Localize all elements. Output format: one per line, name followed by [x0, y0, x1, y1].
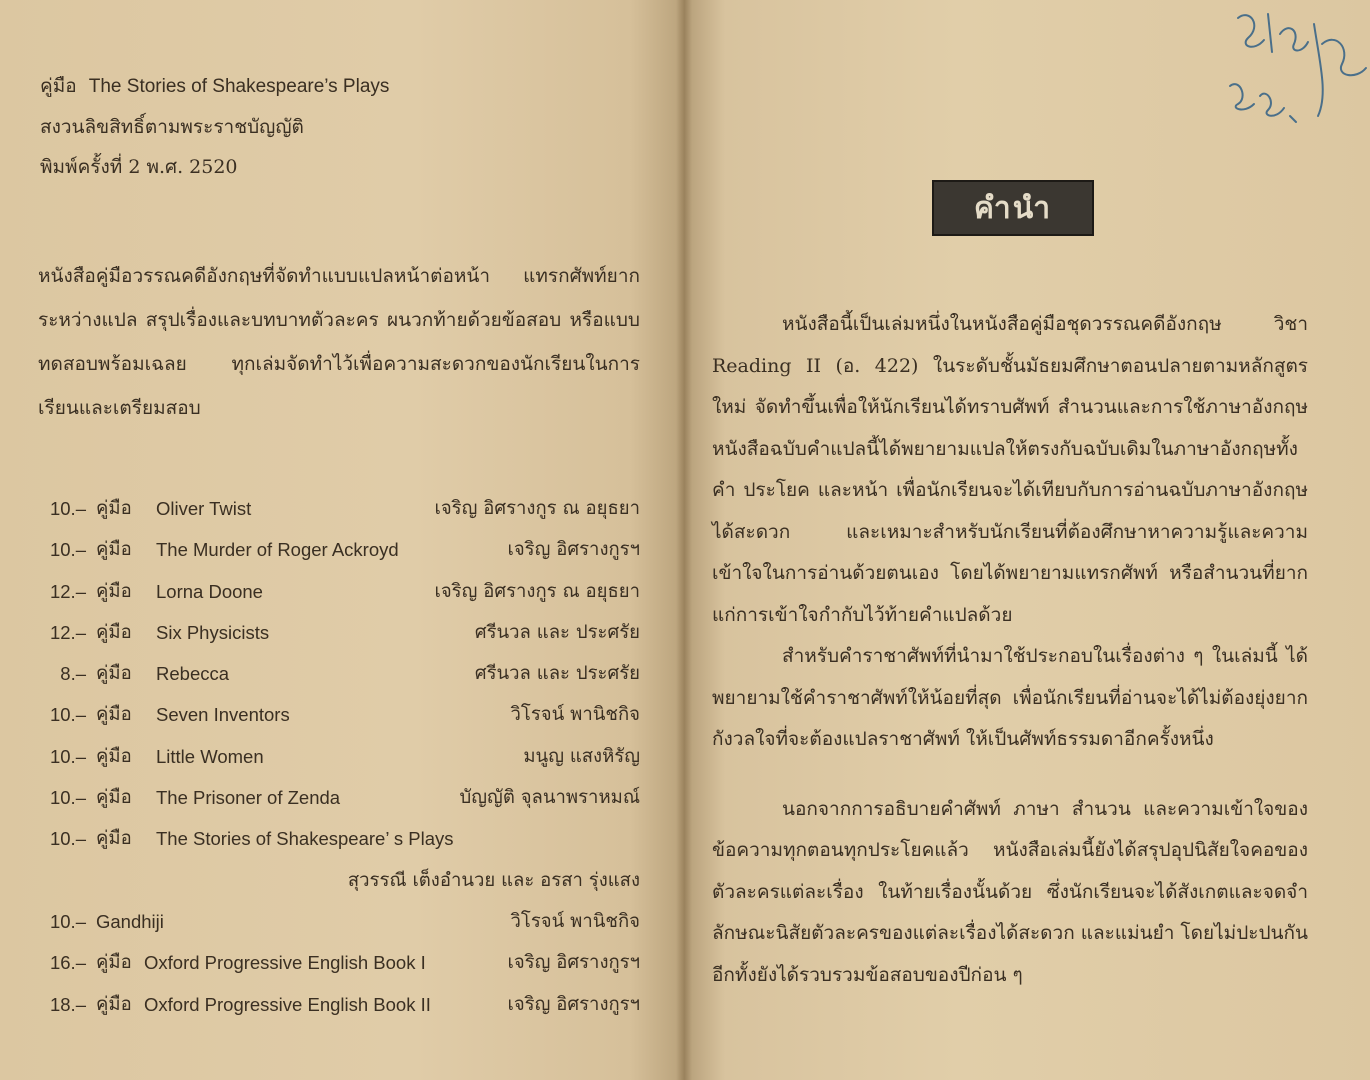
book-author: มนูญ แสงหิรัญ [523, 745, 640, 767]
book-title: Oliver Twist [156, 498, 252, 519]
imprint-title: The Stories of Shakespeare’s Plays [88, 76, 390, 97]
book-author: ศรีนวล และ ประศรัย [474, 663, 640, 685]
book-row [34, 694, 640, 735]
book-title: The Prisoner of Zenda [156, 787, 341, 809]
imprint-title-line [40, 66, 389, 107]
book-price: 12.– [49, 621, 86, 643]
book-tag: คู่มือ [96, 580, 132, 602]
book-author: เจริญ อิศรางกูรฯ [507, 952, 640, 974]
book-title: Seven Inventors [156, 704, 290, 726]
book-title: Gandhiji [96, 910, 164, 932]
book-row [34, 818, 640, 859]
left-page [0, 0, 684, 1080]
book-row [34, 901, 640, 942]
book-tag: คู่มือ [96, 663, 132, 685]
edition-line: พิมพ์ครั้งที่ 2 พ.ศ. 2520 [40, 156, 238, 178]
book-price: 8.– [60, 663, 86, 685]
book-row [34, 653, 640, 694]
book-row [34, 736, 640, 777]
book-price: 10.– [49, 745, 86, 767]
book-price: 10.– [49, 787, 86, 809]
book-price: 10.– [49, 498, 86, 519]
book-tag: คู่มือ [96, 539, 132, 561]
book-tag: คู่มือ [96, 498, 132, 519]
series-intro: หนังสือคู่มือวรรณคดีอังกฤษที่จัดทำแบบแปลหน้าต่อหน้า แทรกศัพท์ยากระหว่างแปล สรุปเรื่องและบทบาทตัวละคร ผนวกท้ายด้วยข้อสอบ หรือแบบทดสอบพร้อมเฉลย ทุกเล่มจัดทำไว้เพื่อความสะดวกของนักเรียนในการเรียนและเตรียมสอบ [38, 265, 640, 419]
book-title: Rebecca [156, 663, 230, 685]
book-row [34, 777, 640, 818]
book-author: ศรีนวล และ ประศรัย [474, 621, 640, 643]
book-tag: คู่มือ [96, 787, 132, 809]
book-title: Oxford Progressive English Book I [144, 952, 426, 974]
book-author: วิโรจน์ พานิชกิจ [510, 704, 640, 726]
book-price: 10.– [49, 828, 86, 850]
book-author: เจริญ อิศรางกูรฯ [507, 539, 640, 561]
preface-paragraph: นอกจากการอธิบายคำศัพท์ ภาษา สำนวน และความเข้าใจของข้อความทุกตอนทุกประโยคแล้ว หนังสือเล่มนี้ยังได้สรุปอุปนิสัยใจคอของตัวละครแต่ละเรื่อง ในท้ายเรื่องนั้นด้วย ซึ่งนักเรียนจะได้สังเกตและจดจำลักษณะนิสัยตัวละครของแต่ละเรื่องได้สะดวก และแม่นยำ โดยไม่ปะปนกัน อีกทั้งยังได้รวบรวมข้อสอบของปีก่อน ๆ [712, 797, 1308, 986]
book-row [34, 942, 640, 983]
book-price: 10.– [49, 539, 86, 561]
book-title: Oxford Progressive English Book II [144, 993, 431, 1015]
book-author: เจริญ อิศรางกูร ณ อยุธยา [434, 498, 640, 519]
book-row [34, 984, 640, 1025]
book-price: 10.– [49, 910, 86, 932]
book-tag: คู่มือ [96, 828, 132, 850]
preface-heading-text: คำนำ [973, 190, 1053, 226]
book-row [34, 529, 640, 570]
book-tag: คู่มือ [96, 952, 132, 974]
book-title: The Stories of Shakespeare’ s Plays [156, 828, 454, 850]
book-title: The Murder of Roger Ackroyd [156, 539, 399, 561]
book-title: Six Physicists [156, 621, 270, 643]
book-price: 10.– [49, 704, 86, 726]
copyright-line: สงวนลิขสิทธิ์ตามพระราชบัญญัติ [40, 116, 304, 138]
preface-paragraph: หนังสือนี้เป็นเล่มหนึ่งในหนังสือคู่มือชุดวรรณคดีอังกฤษ วิชา Reading II (อ. 422) ในระดับชั้นมัธยมศึกษาตอนปลายตามหลักสูตรใหม่ จัดทำขึ้นเพื่อให้นักเรียนได้ทราบศัพท์ สำนวนและการใช้ภาษาอังกฤษ หนังสือฉบับคำแปลนี้ได้พยายามแปลให้ตรงกับฉบับเดิมในภาษาอังกฤษทั้งคำ ประโยค และหน้า เพื่อนักเรียนจะได้เทียบกับการอ่านฉบับภาษาอังกฤษได้สะดวก และเหมาะสำหรับนักเรียนที่ต้องศึกษาหาความรู้และความเข้าใจในการอ่านด้วยตนเอง โดยได้พยายามแทรกศัพท์ หรือสำนวนที่ยากแก่การเข้าใจกำกับไว้ท้ายคำแปลด้วย [712, 313, 1308, 626]
handwritten-signature [1210, 4, 1370, 134]
book-row [34, 571, 640, 612]
book-author: วิโรจน์ พานิชกิจ [510, 910, 640, 932]
book-price: 12.– [49, 580, 86, 602]
book-row [34, 612, 640, 653]
preface-heading [932, 180, 1094, 236]
book-price: 18.– [49, 993, 86, 1015]
preface-paragraph: สำหรับคำราชาศัพท์ที่นำมาใช้ประกอบในเรื่องต่าง ๆ ในเล่มนี้ ได้พยายามใช้คำราชาศัพท์ให้น้อยที่สุด เพื่อนักเรียนที่อ่านจะได้ไม่ต้องยุ่งยากกังวลใจที่จะต้องแปลราชาศัพท์ ให้เป็นศัพท์ธรรมดาอีกครั้งหนึ่ง [712, 645, 1308, 750]
preface-body [712, 304, 1308, 996]
book-tag: คู่มือ [96, 993, 132, 1015]
book-row-continued [34, 860, 640, 901]
imprint-block [40, 66, 389, 187]
imprint-tag: คู่มือ [40, 75, 77, 97]
book-author: บัญญัติ จุลนาพราหมณ์ [459, 787, 640, 809]
book-row [34, 488, 640, 529]
book-list [34, 488, 640, 1025]
book-author: เจริญ อิศรางกูร ณ อยุธยา [434, 580, 640, 602]
book-price: 16.– [49, 952, 86, 974]
book-tag: คู่มือ [96, 621, 132, 643]
book-author: สุวรรณี เต็งอำนวย และ อรสา รุ่งแสง [347, 869, 640, 891]
book-title: Lorna Doone [156, 580, 263, 602]
book-title: Little Women [156, 745, 264, 767]
book-gutter [676, 0, 692, 1080]
book-author: เจริญ อิศรางกูรฯ [507, 993, 640, 1015]
book-tag: คู่มือ [96, 704, 132, 726]
book-tag: คู่มือ [96, 745, 132, 767]
